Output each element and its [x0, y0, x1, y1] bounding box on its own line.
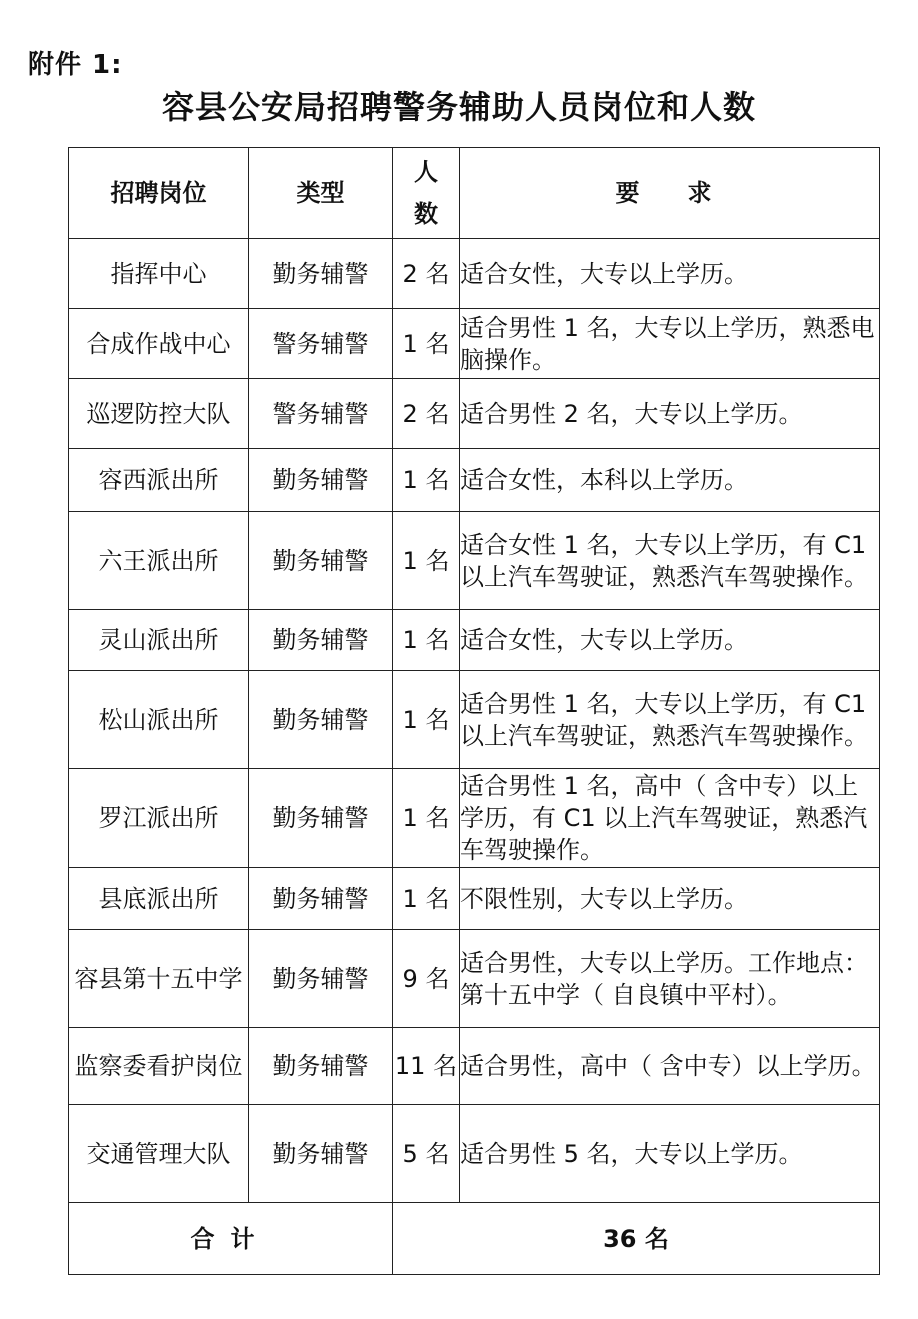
- cell-requirement: 适合男性，大专以上学历。工作地点：第十五中学（ 自良镇中平村）。: [460, 930, 880, 1028]
- cell-count: 1 名: [393, 610, 460, 671]
- cell-position: 指挥中心: [69, 239, 249, 309]
- cell-position: 合成作战中心: [69, 309, 249, 379]
- cell-count: 1 名: [393, 769, 460, 868]
- cell-position: 交通管理大队: [69, 1105, 249, 1203]
- cell-requirement: 适合男性 1 名，高中（ 含中专）以上学历，有 C1 以上汽车驾驶证，熟悉汽车驾驶操作。: [460, 769, 880, 868]
- total-label: 合计: [69, 1203, 393, 1275]
- cell-requirement: 适合男性 2 名，大专以上学历。: [460, 379, 880, 449]
- cell-position: 罗江派出所: [69, 769, 249, 868]
- table-row: [69, 671, 880, 769]
- page-title: 容县公安局招聘警务辅助人员岗位和人数: [161, 88, 756, 126]
- table-row: [69, 868, 880, 930]
- cell-position: 巡逻防控大队: [69, 379, 249, 449]
- table-row: [69, 610, 880, 671]
- header-position: 招聘岗位: [69, 148, 249, 239]
- cell-requirement: 不限性别，大专以上学历。: [460, 868, 880, 930]
- cell-type: 勤务辅警: [249, 1105, 393, 1203]
- cell-requirement: 适合男性 1 名，大专以上学历，熟悉电脑操作。: [460, 309, 880, 379]
- table-row: [69, 309, 880, 379]
- cell-requirement: 适合男性 1 名，大专以上学历，有 C1 以上汽车驾驶证，熟悉汽车驾驶操作。: [460, 671, 880, 769]
- cell-count: 2 名: [393, 239, 460, 309]
- cell-type: 勤务辅警: [249, 1028, 393, 1105]
- table-row: [69, 930, 880, 1028]
- cell-type: 勤务辅警: [249, 512, 393, 610]
- cell-type: 勤务辅警: [249, 930, 393, 1028]
- cell-count: 1 名: [393, 868, 460, 930]
- table-row: [69, 769, 880, 868]
- header-count-line1: 人: [414, 158, 438, 186]
- cell-count: 1 名: [393, 671, 460, 769]
- cell-position: 六王派出所: [69, 512, 249, 610]
- table-row: [69, 449, 880, 512]
- cell-type: 勤务辅警: [249, 239, 393, 309]
- cell-requirement: 适合女性，本科以上学历。: [460, 449, 880, 512]
- cell-count: 1 名: [393, 512, 460, 610]
- cell-requirement: 适合男性，高中（ 含中专）以上学历。: [460, 1028, 880, 1105]
- cell-requirement: 适合女性，大专以上学历。: [460, 239, 880, 309]
- table-row: [69, 379, 880, 449]
- cell-count: 5 名: [393, 1105, 460, 1203]
- cell-type: 警务辅警: [249, 379, 393, 449]
- recruitment-table: [68, 147, 880, 1275]
- cell-count: 1 名: [393, 309, 460, 379]
- cell-type: 勤务辅警: [249, 449, 393, 512]
- total-value: 36 名: [393, 1203, 880, 1275]
- table-row: [69, 1028, 880, 1105]
- header-requirement: 要 求: [460, 148, 880, 239]
- table-header-row: [69, 148, 880, 239]
- cell-type: 勤务辅警: [249, 868, 393, 930]
- cell-count: 2 名: [393, 379, 460, 449]
- cell-count: 9 名: [393, 930, 460, 1028]
- header-count-line2: 数: [414, 200, 438, 228]
- table-row: [69, 1105, 880, 1203]
- cell-position: 容县第十五中学: [69, 930, 249, 1028]
- header-count: [393, 148, 460, 239]
- cell-position: 县底派出所: [69, 868, 249, 930]
- cell-position: 容西派出所: [69, 449, 249, 512]
- cell-requirement: 适合女性，大专以上学历。: [460, 610, 880, 671]
- cell-requirement: 适合男性 5 名，大专以上学历。: [460, 1105, 880, 1203]
- cell-type: 勤务辅警: [249, 769, 393, 868]
- cell-position: 灵山派出所: [69, 610, 249, 671]
- table-row: [69, 239, 880, 309]
- cell-requirement: 适合女性 1 名，大专以上学历，有 C1 以上汽车驾驶证，熟悉汽车驾驶操作。: [460, 512, 880, 610]
- cell-type: 勤务辅警: [249, 671, 393, 769]
- total-row: [69, 1203, 880, 1275]
- header-type: 类型: [249, 148, 393, 239]
- cell-count: 1 名: [393, 449, 460, 512]
- cell-position: 松山派出所: [69, 671, 249, 769]
- cell-type: 警务辅警: [249, 309, 393, 379]
- attachment-label: 附件 1:: [28, 50, 123, 80]
- cell-type: 勤务辅警: [249, 610, 393, 671]
- cell-position: 监察委看护岗位: [69, 1028, 249, 1105]
- table-row: [69, 512, 880, 610]
- cell-count: 11 名: [393, 1028, 460, 1105]
